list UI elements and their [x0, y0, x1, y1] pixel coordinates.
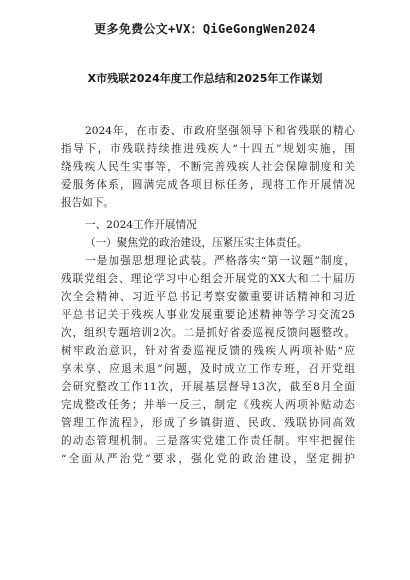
subsection-heading: （一）聚焦党的政治建设，压紧压实主体责任。 [85, 237, 308, 249]
paragraph-line: 残联党组会、理论学习中心组会开展党的XX大和二十届历 [61, 273, 355, 285]
intro-line: 报告如下。 [61, 197, 114, 209]
paragraph-line: 次全会精神、习近平总书记考察安徽重要讲话精神和习近 [61, 291, 355, 303]
paragraph-line: 平总书记关于残疾人事业发展重要论述精神等学习交流25 [61, 309, 355, 321]
paragraph-line: 次，组织专题培训2次。二是抓好省委巡视反馈问题整改。 [61, 327, 355, 339]
paragraph-line: 会研究整改工作11次，开展基层督导13次，截至8月全面 [61, 381, 355, 393]
intro-line: 爱服务体系，圆满完成各项目标任务，现将工作开展情况 [61, 179, 355, 191]
intro-line: 指导下，市残联持续推进残疾人“十四五”规划实施，围 [61, 143, 355, 155]
paragraph-line: 一是加强思想理论武装。严格落实“第一议题”制度， [85, 255, 355, 267]
intro-line: 绕残疾人民生实事等，不断完善残疾人社会保障制度和关 [61, 161, 355, 173]
paragraph-line: 完成整改任务；并举一反三，制定《残疾人两项补贴动态 [61, 399, 355, 411]
paragraph-line: “全面从严治党”要求，强化党的政治建设，坚定拥护 [61, 453, 355, 465]
paragraph-line: 的动态管理机制。三是落实党建工作责任制。牢牢把握住 [61, 435, 355, 447]
watermark-banner: 更多免费公文+VX：QiGeGongWen2024 [94, 22, 316, 36]
document-title: X市残联2024年度工作总结和2025年工作谋划 [87, 72, 323, 85]
document-body [61, 122, 355, 468]
section-heading: 一、2024工作开展情况 [85, 219, 197, 231]
paragraph-line: 享未享、应退未退”问题，及时成立工作专班，召开党组 [61, 363, 355, 375]
paragraph-line: 管理工作流程》，形成了乡镇街道、民政、残联协同高效 [61, 417, 355, 429]
paragraph-line: 树牢政治意识，针对省委巡视反馈的残疾人两项补贴“应 [61, 345, 355, 357]
intro-line: 2024年，在市委、市政府坚强领导下和省残联的精心 [85, 125, 355, 137]
